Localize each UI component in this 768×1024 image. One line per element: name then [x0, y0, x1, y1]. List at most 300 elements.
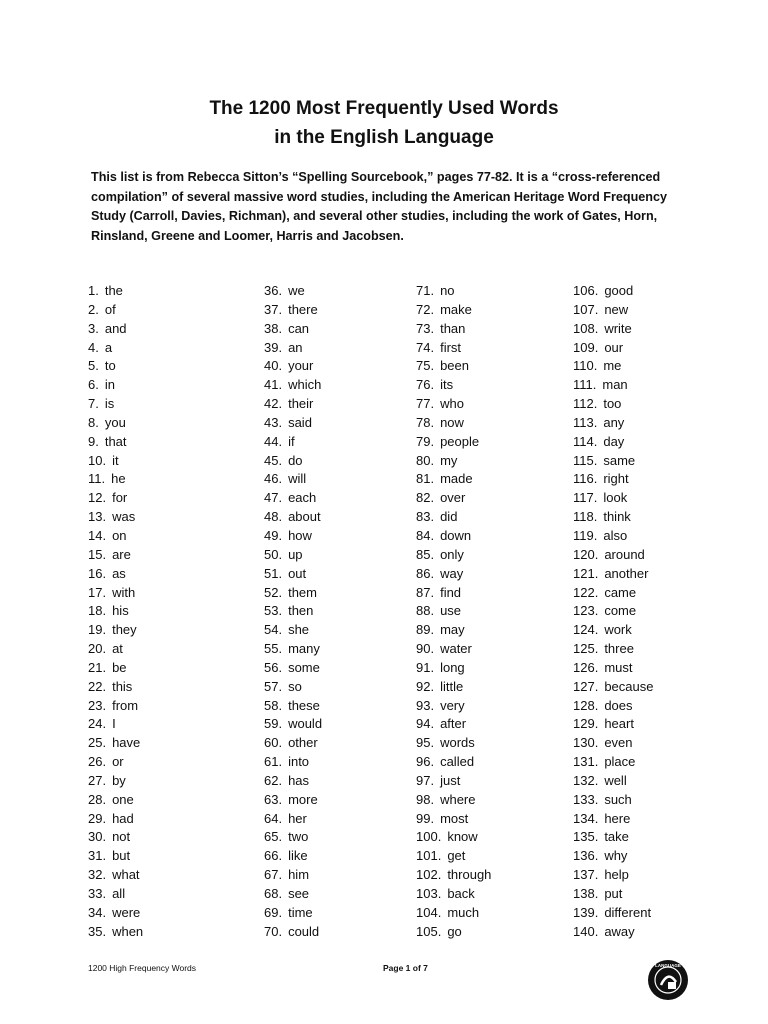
item-word: as [112, 565, 126, 581]
item-word: because [604, 678, 654, 694]
list-item [264, 659, 414, 678]
item-word: called [440, 754, 475, 770]
item-word: write [604, 320, 632, 336]
item-number: 87. [416, 584, 435, 600]
item-number: 120. [573, 546, 599, 562]
item-word: was [112, 509, 136, 525]
list-item [264, 828, 414, 847]
item-word: people [440, 433, 480, 449]
list-item [573, 810, 723, 829]
item-number: 138. [573, 886, 599, 901]
item-word: for [112, 490, 128, 506]
item-number: 115. [573, 452, 598, 468]
list-item [88, 791, 238, 810]
list-item [573, 339, 723, 358]
list-item [88, 452, 238, 471]
list-item [416, 395, 566, 414]
item-word: by [112, 772, 126, 788]
list-item [264, 753, 414, 772]
list-item [573, 640, 723, 659]
item-word: some [288, 659, 320, 675]
item-word: but [112, 848, 131, 864]
list-item [416, 640, 566, 659]
list-item [573, 621, 723, 640]
item-number: 98. [416, 791, 435, 807]
item-word: right [603, 471, 629, 487]
item-word: place [604, 754, 636, 770]
item-word: know [447, 829, 478, 845]
item-number: 131. [573, 754, 599, 770]
list-item [264, 847, 414, 866]
item-word: think [603, 509, 631, 525]
list-item [416, 602, 566, 621]
list-item [88, 357, 238, 376]
item-word: I [112, 716, 116, 732]
list-item [264, 734, 414, 753]
item-number: 78. [416, 414, 435, 430]
item-number: 51. [264, 565, 283, 581]
list-item [88, 527, 238, 546]
item-number: 44. [264, 433, 283, 449]
item-number: 90. [416, 641, 435, 657]
item-word: new [604, 301, 629, 317]
list-item [264, 357, 414, 376]
list-item [264, 546, 414, 565]
list-item [573, 715, 723, 734]
item-number: 63. [264, 791, 283, 807]
list-item [88, 904, 238, 923]
item-word: day [603, 433, 625, 449]
list-item [416, 678, 566, 697]
item-number: 94. [416, 716, 435, 732]
item-number: 24. [88, 716, 107, 732]
item-number: 68. [264, 886, 283, 901]
footer-document-name: 1200 High Frequency Words [88, 963, 197, 973]
item-word: most [440, 810, 469, 826]
item-number: 6. [88, 377, 99, 393]
item-word: would [288, 716, 323, 732]
list-item [88, 414, 238, 433]
item-number: 41. [264, 377, 283, 393]
item-number: 8. [88, 414, 99, 430]
list-item [573, 678, 723, 697]
item-number: 23. [88, 697, 107, 713]
list-item [573, 659, 723, 678]
item-word: down [440, 527, 472, 543]
item-word: they [112, 622, 137, 638]
title-line-2: in the English Language [274, 127, 494, 148]
item-number: 26. [88, 754, 107, 770]
list-item [88, 433, 238, 452]
item-word: how [288, 527, 312, 543]
item-word: other [288, 735, 318, 751]
item-number: 136. [573, 848, 599, 864]
item-word: had [112, 810, 134, 826]
list-item [416, 659, 566, 678]
item-word: have [112, 735, 141, 751]
item-word: in [104, 377, 115, 393]
item-word: any [603, 414, 625, 430]
item-word: also [603, 527, 628, 543]
item-number: 130. [573, 735, 599, 751]
item-number: 36. [264, 283, 283, 298]
item-word: such [604, 791, 632, 807]
item-number: 69. [264, 904, 283, 920]
item-word: see [288, 886, 310, 901]
logo-emblem [668, 982, 676, 989]
item-number: 106. [573, 283, 599, 298]
item-word: where [440, 791, 476, 807]
item-word: from [112, 697, 139, 713]
list-item [573, 301, 723, 320]
item-number: 104. [416, 904, 442, 920]
item-number: 38. [264, 320, 283, 336]
item-number: 18. [88, 603, 107, 619]
item-number: 137. [573, 867, 599, 883]
item-word: may [440, 622, 465, 638]
item-word: is [104, 396, 115, 412]
item-number: 29. [88, 810, 107, 826]
title-line-1: The 1200 Most Frequently Used Words [209, 98, 559, 119]
item-word: one [112, 791, 134, 807]
list-item [416, 546, 566, 565]
item-number: 31. [88, 848, 107, 864]
list-item [416, 847, 566, 866]
item-number: 47. [264, 490, 283, 506]
item-word: made [440, 471, 473, 487]
item-word: help [604, 867, 629, 883]
item-number: 105. [416, 923, 442, 939]
list-item [88, 489, 238, 508]
item-number: 80. [416, 452, 435, 468]
list-item [416, 791, 566, 810]
list-item [416, 885, 566, 904]
item-number: 101. [416, 848, 442, 864]
list-item [416, 508, 566, 527]
list-item [573, 433, 723, 452]
list-item [88, 320, 238, 339]
item-word: your [288, 358, 314, 374]
item-word: if [288, 433, 295, 449]
item-word: who [440, 396, 464, 412]
item-word: another [604, 565, 649, 581]
item-word: why [604, 848, 628, 864]
item-number: 100. [416, 829, 442, 845]
language-circle-logo-icon [646, 958, 690, 1002]
list-item [88, 810, 238, 829]
item-number: 21. [88, 659, 107, 675]
list-item [573, 395, 723, 414]
list-item [573, 376, 723, 395]
item-word: she [288, 622, 310, 638]
list-item [264, 282, 414, 301]
list-item [416, 715, 566, 734]
item-word: will [288, 471, 307, 487]
list-item [88, 565, 238, 584]
item-number: 92. [416, 678, 435, 694]
list-item [264, 621, 414, 640]
item-number: 117. [573, 490, 598, 506]
list-item [264, 866, 414, 885]
item-word: heart [604, 716, 634, 732]
item-word: it [112, 452, 119, 468]
list-item [573, 734, 723, 753]
item-word: when [112, 923, 144, 939]
item-number: 34. [88, 904, 107, 920]
list-item [264, 602, 414, 621]
item-number: 56. [264, 659, 283, 675]
item-number: 2. [88, 301, 99, 317]
item-word: came [604, 584, 637, 600]
item-word: around [604, 546, 645, 562]
item-number: 123. [573, 603, 599, 619]
list-item [88, 753, 238, 772]
list-item [573, 923, 723, 942]
list-item [264, 433, 414, 452]
item-number: 75. [416, 358, 435, 374]
item-word: even [604, 735, 633, 751]
list-item [88, 282, 238, 301]
item-word: we [288, 283, 305, 298]
item-word: too [603, 396, 622, 412]
list-item [88, 584, 238, 603]
item-word: water [440, 641, 472, 657]
item-word: has [288, 772, 310, 788]
item-number: 86. [416, 565, 435, 581]
item-number: 71. [416, 283, 435, 298]
list-item [573, 753, 723, 772]
list-item [416, 301, 566, 320]
item-number: 96. [416, 754, 435, 770]
list-item [88, 508, 238, 527]
item-number: 112. [573, 396, 598, 412]
item-word: been [440, 358, 469, 374]
item-number: 14. [88, 527, 107, 543]
item-number: 95. [416, 735, 435, 751]
item-number: 22. [88, 678, 107, 694]
item-number: 108. [573, 320, 599, 336]
list-item [573, 282, 723, 301]
list-item [264, 508, 414, 527]
item-word: just [440, 772, 461, 788]
list-item [416, 527, 566, 546]
item-word: well [604, 772, 627, 788]
list-item [88, 602, 238, 621]
item-number: 33. [88, 886, 107, 901]
item-word: first [440, 339, 462, 355]
item-word: their [288, 396, 314, 412]
list-item [88, 301, 238, 320]
item-word: and [104, 320, 127, 336]
item-word: this [112, 678, 133, 694]
item-word: get [447, 848, 466, 864]
item-word: more [288, 791, 318, 807]
item-number: 11. [88, 471, 106, 487]
item-word: out [288, 565, 307, 581]
list-item [416, 923, 566, 942]
word-column-1 [88, 282, 238, 942]
item-word: his [112, 603, 129, 619]
item-number: 76. [416, 377, 435, 393]
item-number: 53. [264, 603, 283, 619]
list-item [264, 395, 414, 414]
item-word: could [288, 923, 320, 939]
item-word: very [440, 697, 465, 713]
list-item [573, 320, 723, 339]
list-item [573, 791, 723, 810]
item-word: no [440, 283, 455, 298]
item-number: 132. [573, 772, 599, 788]
item-number: 62. [264, 772, 283, 788]
item-word: make [440, 301, 472, 317]
list-item [264, 678, 414, 697]
item-number: 60. [264, 735, 283, 751]
item-number: 58. [264, 697, 283, 713]
item-word: are [112, 546, 131, 562]
item-number: 67. [264, 867, 283, 883]
item-number: 72. [416, 301, 435, 317]
item-word: does [604, 697, 633, 713]
list-item [416, 772, 566, 791]
item-number: 15. [88, 546, 107, 562]
item-word: you [104, 414, 126, 430]
item-word: the [104, 283, 123, 298]
list-item [88, 659, 238, 678]
list-item [573, 772, 723, 791]
item-number: 99. [416, 810, 435, 826]
item-number: 43. [264, 414, 283, 430]
item-word: only [440, 546, 464, 562]
list-item [264, 791, 414, 810]
item-number: 110. [573, 358, 598, 374]
list-item [88, 697, 238, 716]
item-number: 85. [416, 546, 435, 562]
item-number: 82. [416, 490, 435, 506]
item-number: 140. [573, 923, 599, 939]
item-word: find [440, 584, 462, 600]
item-word: into [288, 754, 310, 770]
item-number: 10. [88, 452, 107, 468]
item-number: 64. [264, 810, 283, 826]
item-word: than [440, 320, 466, 336]
item-number: 133. [573, 791, 599, 807]
item-word: he [111, 471, 126, 487]
list-item [88, 546, 238, 565]
item-word: each [288, 490, 317, 506]
item-number: 19. [88, 622, 107, 638]
item-word: be [112, 659, 127, 675]
list-item [264, 301, 414, 320]
list-item [416, 376, 566, 395]
item-word: over [440, 490, 466, 506]
item-number: 139. [573, 904, 599, 920]
item-number: 50. [264, 546, 283, 562]
item-number: 65. [264, 829, 283, 845]
list-item [416, 452, 566, 471]
item-word: different [604, 904, 652, 920]
item-word: two [288, 829, 309, 845]
item-word: many [288, 641, 320, 657]
item-number: 16. [88, 565, 107, 581]
list-item [88, 734, 238, 753]
item-number: 128. [573, 697, 599, 713]
list-item [416, 584, 566, 603]
item-word: our [604, 339, 624, 355]
item-word: an [288, 339, 303, 355]
item-number: 103. [416, 886, 442, 901]
item-word: through [447, 867, 492, 883]
item-number: 124. [573, 622, 599, 638]
item-word: time [288, 904, 313, 920]
item-word: same [603, 452, 636, 468]
list-item [416, 339, 566, 358]
item-number: 32. [88, 867, 107, 883]
list-item [264, 810, 414, 829]
list-item [416, 904, 566, 923]
word-list [0, 282, 768, 947]
list-item [88, 678, 238, 697]
item-number: 81. [416, 471, 435, 487]
item-number: 102. [416, 867, 442, 883]
list-item [264, 923, 414, 942]
list-item [264, 772, 414, 791]
item-number: 79. [416, 433, 435, 449]
list-item [573, 546, 723, 565]
list-item [573, 904, 723, 923]
item-word: him [288, 867, 310, 883]
list-item [573, 508, 723, 527]
item-word: what [112, 867, 140, 883]
item-number: 93. [416, 697, 435, 713]
list-item [573, 866, 723, 885]
list-item [416, 320, 566, 339]
item-number: 27. [88, 772, 107, 788]
item-number: 57. [264, 678, 283, 694]
item-word: come [604, 603, 637, 619]
item-word: me [603, 358, 622, 374]
item-word: so [288, 678, 302, 694]
item-word: her [288, 810, 307, 826]
list-item [264, 904, 414, 923]
item-word: take [604, 829, 629, 845]
item-number: 35. [88, 923, 107, 939]
item-word: not [112, 829, 131, 845]
item-number: 59. [264, 716, 283, 732]
item-number: 52. [264, 584, 283, 600]
item-word: look [603, 490, 628, 506]
list-item [264, 527, 414, 546]
item-number: 122. [573, 584, 599, 600]
item-word: words [440, 735, 475, 751]
item-number: 17. [88, 584, 107, 600]
item-word: now [440, 414, 464, 430]
item-word: good [604, 283, 634, 298]
item-number: 55. [264, 641, 283, 657]
item-number: 111. [573, 377, 597, 393]
item-number: 28. [88, 791, 107, 807]
item-number: 125. [573, 641, 599, 657]
item-number: 83. [416, 509, 435, 525]
item-word: which [288, 377, 322, 393]
item-number: 127. [573, 678, 599, 694]
footer-page-number: Page 1 of 7 [383, 963, 428, 973]
list-item [573, 602, 723, 621]
list-item [573, 847, 723, 866]
item-word: a [104, 339, 113, 355]
list-item [264, 885, 414, 904]
list-item [88, 621, 238, 640]
item-number: 13. [88, 509, 107, 525]
